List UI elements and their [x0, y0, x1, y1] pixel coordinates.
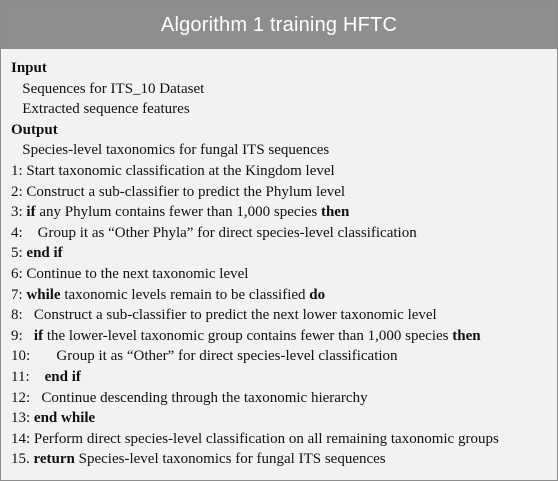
step-number: 14: — [11, 430, 31, 447]
step-text: Species-level taxonomics for fungal ITS sequences — [78, 451, 386, 468]
output-item — [11, 140, 557, 161]
step-indent — [23, 307, 31, 323]
step-text: Group it as “Other Phyla” for direct species-level classification — [37, 224, 417, 241]
step-number: 3: — [11, 204, 23, 221]
step-keyword: if — [26, 204, 36, 221]
step-number: 11: — [11, 368, 30, 385]
algorithm-step — [11, 182, 557, 203]
step-number: 15. — [11, 451, 30, 468]
step-text: Start taxonomic classification at the Kingdom level — [26, 162, 335, 179]
algorithm-step — [11, 408, 557, 429]
algorithm-steps — [11, 161, 557, 470]
step-number: 6: — [11, 265, 23, 282]
step-text: the lower-level taxonomic group contains fewer than 1,000 species — [46, 327, 449, 344]
step-text: Group it as “Other” for direct species-level classification — [56, 348, 398, 365]
output-heading: Output — [11, 121, 58, 138]
step-text: Construct a sub-classifier to predict the next lower taxonomic level — [33, 307, 437, 324]
step-keyword: end if — [26, 245, 63, 262]
step-text: Continue to the next taxonomic level — [26, 265, 249, 282]
algorithm-step — [11, 264, 557, 285]
algorithm-body — [1, 49, 557, 470]
algorithm-step — [11, 429, 557, 450]
step-indent — [23, 225, 34, 241]
step-text: any Phylum contains fewer than 1,000 species — [39, 204, 318, 221]
step-keyword: while — [26, 286, 61, 303]
step-number: 13: — [11, 410, 31, 427]
step-text: Construct a sub-classifier to predict the Phylum level — [26, 183, 346, 200]
algorithm-step — [11, 346, 557, 367]
algorithm-step — [11, 449, 557, 470]
algorithm-step — [11, 305, 557, 326]
step-number: 2: — [11, 183, 23, 200]
step-keyword: if — [33, 327, 44, 344]
input-item — [11, 99, 557, 120]
algorithm-step — [11, 367, 557, 388]
step-keyword: end while — [33, 410, 96, 427]
algorithm-step — [11, 243, 557, 264]
step-number: 10: — [11, 348, 31, 365]
step-keyword-end: do — [309, 286, 326, 303]
step-text: Perform direct species-level classification on all remaining taxonomic groups — [33, 430, 499, 447]
algorithm-title-bar — [1, 1, 557, 49]
step-indent — [23, 328, 31, 344]
algorithm-step — [11, 161, 557, 182]
step-keyword-end: then — [452, 327, 481, 344]
algorithm-step — [11, 285, 557, 306]
input-item-text: Sequences for ITS_10 Dataset — [22, 80, 205, 97]
step-number: 1: — [11, 162, 23, 179]
step-indent — [30, 369, 41, 385]
algorithm-title: Algorithm 1 training HFTC — [160, 13, 398, 36]
algorithm-step — [11, 223, 557, 244]
step-number: 9: — [11, 327, 23, 344]
input-item-text: Extracted sequence features — [22, 101, 190, 118]
step-keyword-end: then — [320, 204, 350, 221]
step-text: Continue descending through the taxonomic hierarchy — [41, 389, 368, 406]
output-item-text: Species-level taxonomics for fungal ITS sequences — [22, 142, 330, 159]
step-number: 8: — [11, 307, 23, 324]
step-keyword: return — [33, 451, 75, 468]
step-indent — [30, 348, 53, 364]
step-number: 7: — [11, 286, 23, 303]
input-heading: Input — [11, 60, 47, 76]
step-number: 4: — [11, 224, 23, 241]
step-indent — [30, 390, 38, 406]
step-number: 5: — [11, 245, 23, 262]
step-number: 12: — [11, 389, 31, 406]
algorithm-step — [11, 388, 557, 409]
step-keyword: end if — [44, 368, 81, 385]
step-text: taxonomic levels remain to be classified — [64, 286, 306, 303]
algorithm-step — [11, 326, 557, 347]
algorithm-step — [11, 202, 557, 223]
input-item — [11, 79, 557, 100]
